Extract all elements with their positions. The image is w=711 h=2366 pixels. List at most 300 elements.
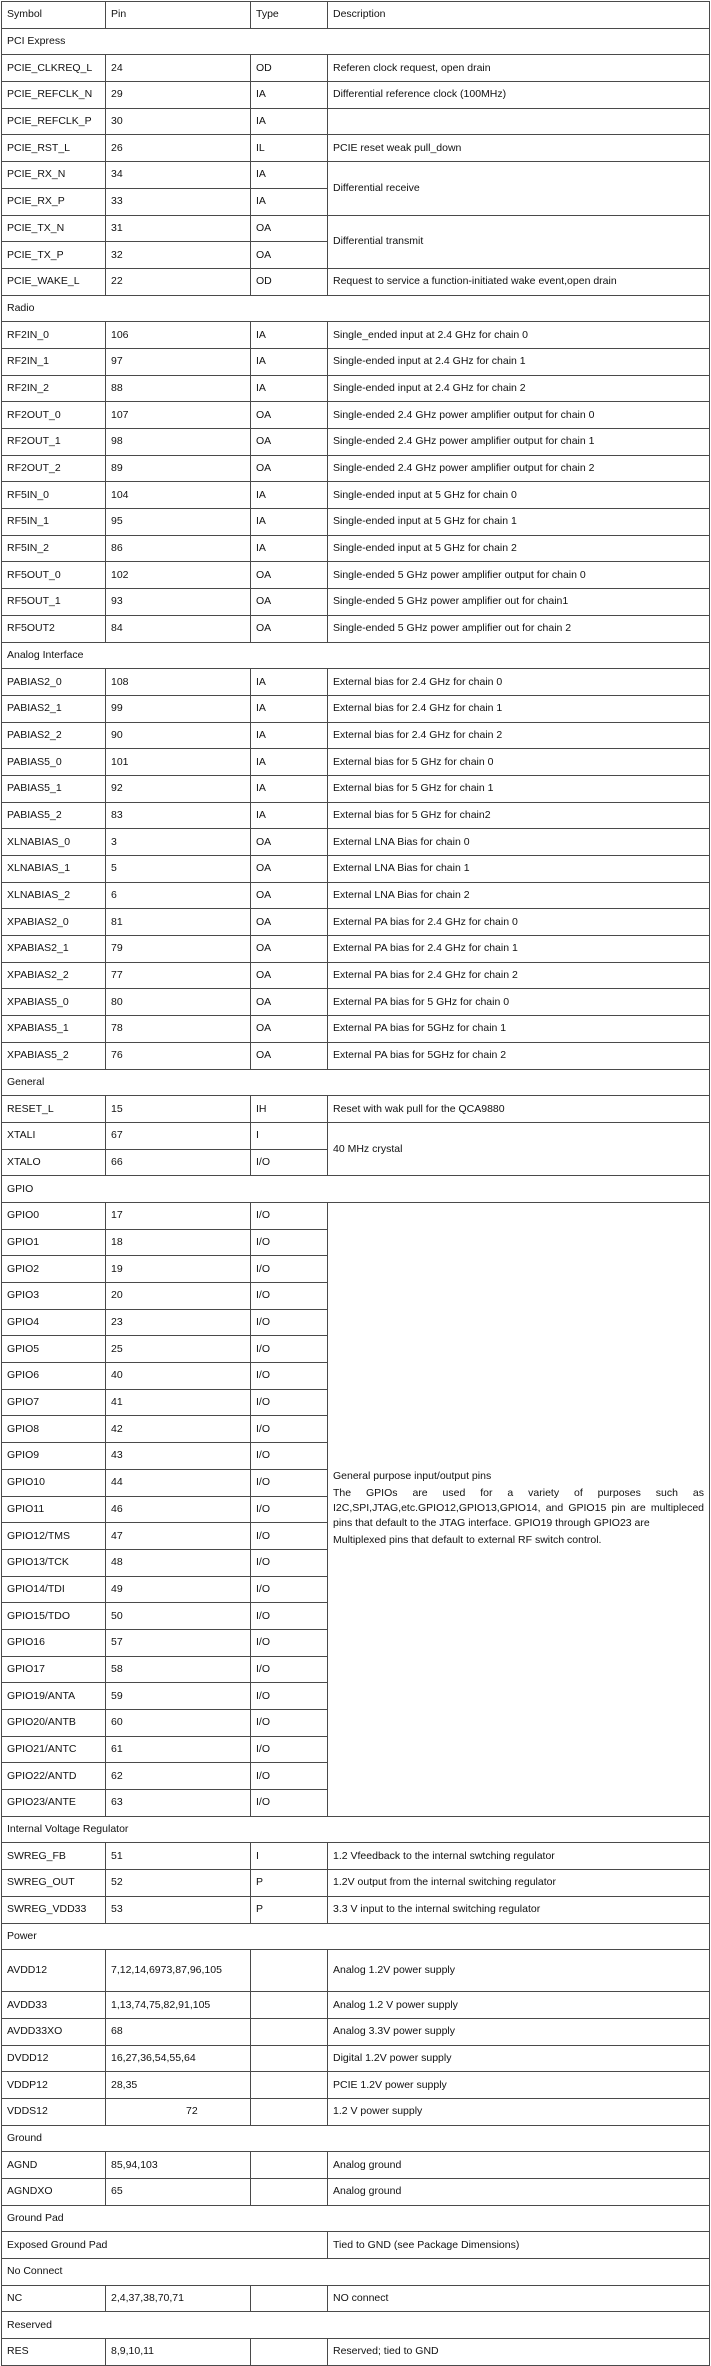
table-row	[2, 402, 710, 429]
description-cell: Analog ground	[328, 2152, 710, 2179]
description-cell: External LNA Bias for chain 2	[328, 882, 710, 909]
symbol-cell: GPIO13/TCK	[2, 1549, 106, 1576]
type-cell	[251, 2152, 328, 2179]
description-cell: Single_ended input at 2.4 GHz for chain 0	[328, 322, 710, 349]
type-cell: I/O	[251, 1363, 328, 1390]
pin-cell: 26	[106, 135, 251, 162]
symbol-cell: RF2IN_0	[2, 322, 106, 349]
table-row	[2, 749, 710, 776]
symbol-cell: SWREG_OUT	[2, 1870, 106, 1897]
symbol-cell: XLNABIAS_0	[2, 829, 106, 856]
symbol-cell: AGNDXO	[2, 2179, 106, 2206]
type-cell	[251, 2285, 328, 2312]
pin-cell: 59	[106, 1683, 251, 1710]
table-row	[2, 2098, 710, 2125]
description-cell: Single-ended input at 5 GHz for chain 1	[328, 509, 710, 536]
table-row	[2, 2179, 710, 2206]
type-cell: I/O	[251, 1149, 328, 1176]
type-cell: IA	[251, 108, 328, 135]
symbol-cell: RF2IN_2	[2, 375, 106, 402]
pin-cell: 107	[106, 402, 251, 429]
table-row	[2, 1202, 710, 1229]
table-row	[2, 2232, 710, 2259]
type-cell: IA	[251, 162, 328, 189]
pin-cell: 81	[106, 909, 251, 936]
pin-cell: 2,4,37,38,70,71	[106, 2285, 251, 2312]
symbol-cell: XLNABIAS_1	[2, 856, 106, 883]
pin-cell: 31	[106, 215, 251, 242]
type-cell: IA	[251, 322, 328, 349]
description-cell: Single-ended input at 5 GHz for chain 2	[328, 535, 710, 562]
table-row	[2, 2018, 710, 2045]
table-row	[2, 2285, 710, 2312]
table-row	[2, 1016, 710, 1043]
header-symbol: Symbol	[2, 2, 106, 29]
type-cell: OA	[251, 989, 328, 1016]
table-row	[2, 2045, 710, 2072]
type-cell: OA	[251, 882, 328, 909]
gpio-desc-line-2: The GPIOs are used for a variety of purposes such as I2C,SPI,JTAG,etc.GPIO12,GPIO13,GPIO14, and GPIO15 pin are multipleced pins that default to the JTAG interface. GPIO19 through GPIO23 are	[333, 1486, 704, 1529]
type-cell: IA	[251, 348, 328, 375]
pin-cell: 106	[106, 322, 251, 349]
type-cell: I/O	[251, 1763, 328, 1790]
type-cell: I/O	[251, 1576, 328, 1603]
type-cell: OA	[251, 242, 328, 269]
header-description: Description	[328, 2, 710, 29]
gpio-description-cell	[328, 1202, 710, 1816]
type-cell: I/O	[251, 1790, 328, 1817]
table-row	[2, 1992, 710, 2019]
section-header-ground	[2, 2125, 710, 2152]
section-header-reserved	[2, 2312, 710, 2339]
table-row	[2, 108, 710, 135]
section-header-pci-express	[2, 28, 710, 55]
symbol-cell: GPIO6	[2, 1363, 106, 1390]
pin-cell: 99	[106, 695, 251, 722]
table-row	[2, 348, 710, 375]
symbol-cell: XPABIAS2_2	[2, 962, 106, 989]
symbol-cell: RF5IN_2	[2, 535, 106, 562]
pin-cell: 53	[106, 1896, 251, 1923]
description-cell: Single-ended 2.4 GHz power amplifier output for chain 0	[328, 402, 710, 429]
type-cell: I/O	[251, 1683, 328, 1710]
description-cell: External PA bias for 5 GHz for chain 0	[328, 989, 710, 1016]
gpio-desc-line-3: Multiplexed pins that default to external RF switch control.	[333, 1533, 602, 1546]
pin-cell: 51	[106, 1843, 251, 1870]
pin-cell: 84	[106, 615, 251, 642]
type-cell: I/O	[251, 1283, 328, 1310]
table-row	[2, 322, 710, 349]
type-cell: OD	[251, 55, 328, 82]
pin-cell: 57	[106, 1629, 251, 1656]
table-row	[2, 936, 710, 963]
symbol-cell: AVDD33XO	[2, 2018, 106, 2045]
type-cell: I/O	[251, 1736, 328, 1763]
header-type: Type	[251, 2, 328, 29]
type-cell: IH	[251, 1096, 328, 1123]
symbol-cell: PCIE_TX_P	[2, 242, 106, 269]
pin-cell: 76	[106, 1042, 251, 1069]
symbol-cell: PCIE_RST_L	[2, 135, 106, 162]
table-row	[2, 1870, 710, 1897]
symbol-cell: VDDS12	[2, 2098, 106, 2125]
symbol-cell: GPIO5	[2, 1336, 106, 1363]
type-cell: OA	[251, 909, 328, 936]
pin-cell: 93	[106, 589, 251, 616]
pin-cell: 47	[106, 1523, 251, 1550]
symbol-cell: AGND	[2, 2152, 106, 2179]
symbol-cell: PCIE_REFCLK_P	[2, 108, 106, 135]
description-cell: External bias for 2.4 GHz for chain 2	[328, 722, 710, 749]
symbol-cell: RF2OUT_0	[2, 402, 106, 429]
section-title: Reserved	[2, 2312, 710, 2339]
table-row	[2, 429, 710, 456]
description-cell: External PA bias for 2.4 GHz for chain 2	[328, 962, 710, 989]
description-cell: Single-ended input at 2.4 GHz for chain 2	[328, 375, 710, 402]
pin-cell: 60	[106, 1710, 251, 1737]
pin-cell: 67	[106, 1122, 251, 1149]
symbol-cell: GPIO22/ANTD	[2, 1763, 106, 1790]
description-cell: PCIE reset weak pull_down	[328, 135, 710, 162]
pin-cell: 85,94,103	[106, 2152, 251, 2179]
type-cell: I/O	[251, 1336, 328, 1363]
description-cell: External bias for 5 GHz for chain 0	[328, 749, 710, 776]
description-cell: 40 MHz crystal	[328, 1122, 710, 1175]
symbol-cell: AVDD12	[2, 1950, 106, 1992]
pin-cell: 89	[106, 455, 251, 482]
pin-cell: 23	[106, 1309, 251, 1336]
table-row	[2, 55, 710, 82]
description-cell: Analog 1.2V power supply	[328, 1950, 710, 1992]
pin-cell: 48	[106, 1549, 251, 1576]
symbol-cell: XTALO	[2, 1149, 106, 1176]
pin-cell: 42	[106, 1416, 251, 1443]
pin-cell: 18	[106, 1229, 251, 1256]
table-row	[2, 535, 710, 562]
type-cell	[251, 2339, 328, 2366]
symbol-cell: RES	[2, 2339, 106, 2366]
pin-cell: 41	[106, 1389, 251, 1416]
symbol-cell: RF5IN_0	[2, 482, 106, 509]
pin-cell: 33	[106, 188, 251, 215]
table-row	[2, 1950, 710, 1992]
table-row	[2, 722, 710, 749]
type-cell: I	[251, 1843, 328, 1870]
table-row	[2, 1843, 710, 1870]
description-cell: 3.3 V input to the internal switching regulator	[328, 1896, 710, 1923]
type-cell: I/O	[251, 1629, 328, 1656]
type-cell: I/O	[251, 1656, 328, 1683]
description-cell: 1.2 V power supply	[328, 2098, 710, 2125]
description-cell: Single-ended input at 2.4 GHz for chain 1	[328, 348, 710, 375]
type-cell: IL	[251, 135, 328, 162]
symbol-cell: XPABIAS2_1	[2, 936, 106, 963]
table-row	[2, 1042, 710, 1069]
pin-cell: 22	[106, 268, 251, 295]
symbol-cell: GPIO1	[2, 1229, 106, 1256]
section-header-ground-pad	[2, 2205, 710, 2232]
type-cell: OA	[251, 589, 328, 616]
symbol-cell: PABIAS5_0	[2, 749, 106, 776]
pin-cell: 63	[106, 1790, 251, 1817]
section-title: GPIO	[2, 1176, 710, 1203]
type-cell	[251, 1992, 328, 2019]
symbol-cell: PABIAS5_1	[2, 775, 106, 802]
type-cell: OA	[251, 429, 328, 456]
pin-cell: 34	[106, 162, 251, 189]
table-row	[2, 482, 710, 509]
description-cell: NO connect	[328, 2285, 710, 2312]
symbol-cell: VDDP12	[2, 2072, 106, 2099]
description-cell: Request to service a function-initiated wake event,open drain	[328, 268, 710, 295]
header-row	[2, 2, 710, 29]
table-row	[2, 162, 710, 189]
table-row	[2, 669, 710, 696]
description-cell: Single-ended 5 GHz power amplifier out for chain1	[328, 589, 710, 616]
description-cell: 1.2V output from the internal switching regulator	[328, 1870, 710, 1897]
pin-cell: 32	[106, 242, 251, 269]
symbol-cell: GPIO11	[2, 1496, 106, 1523]
pin-cell: 25	[106, 1336, 251, 1363]
symbol-cell: XPABIAS2_0	[2, 909, 106, 936]
pin-cell: 28,35	[106, 2072, 251, 2099]
table-row	[2, 509, 710, 536]
symbol-cell: GPIO19/ANTA	[2, 1683, 106, 1710]
pin-cell: 68	[106, 2018, 251, 2045]
symbol-cell: GPIO15/TDO	[2, 1603, 106, 1630]
symbol-cell: PABIAS2_0	[2, 669, 106, 696]
table-row	[2, 1122, 710, 1149]
table-row	[2, 775, 710, 802]
symbol-cell: AVDD33	[2, 1992, 106, 2019]
type-cell: I/O	[251, 1256, 328, 1283]
description-cell: External PA bias for 5GHz for chain 2	[328, 1042, 710, 1069]
pin-cell: 101	[106, 749, 251, 776]
type-cell: IA	[251, 535, 328, 562]
pin-cell: 86	[106, 535, 251, 562]
description-cell: PCIE 1.2V power supply	[328, 2072, 710, 2099]
symbol-cell: GPIO12/TMS	[2, 1523, 106, 1550]
table-row	[2, 882, 710, 909]
symbol-cell: SWREG_FB	[2, 1843, 106, 1870]
pin-cell: 30	[106, 108, 251, 135]
symbol-cell: GPIO0	[2, 1202, 106, 1229]
table-row	[2, 1096, 710, 1123]
description-cell: Reset with wak pull for the QCA9880	[328, 1096, 710, 1123]
description-cell: External bias for 5 GHz for chain2	[328, 802, 710, 829]
type-cell	[251, 2098, 328, 2125]
description-cell: External bias for 5 GHz for chain 1	[328, 775, 710, 802]
table-row	[2, 829, 710, 856]
symbol-cell: RESET_L	[2, 1096, 106, 1123]
section-title: General	[2, 1069, 710, 1096]
pin-cell: 46	[106, 1496, 251, 1523]
description-cell: Analog 3.3V power supply	[328, 2018, 710, 2045]
description-cell: Differential transmit	[328, 215, 710, 268]
description-cell: External PA bias for 2.4 GHz for chain 0	[328, 909, 710, 936]
symbol-cell: RF2OUT_2	[2, 455, 106, 482]
pin-cell: 102	[106, 562, 251, 589]
type-cell: IA	[251, 509, 328, 536]
type-cell: I/O	[251, 1229, 328, 1256]
pin-cell: 90	[106, 722, 251, 749]
section-title: Power	[2, 1923, 710, 1950]
symbol-cell: RF2OUT_1	[2, 429, 106, 456]
section-title: Radio	[2, 295, 710, 322]
description-cell: Differential receive	[328, 162, 710, 215]
type-cell: I/O	[251, 1416, 328, 1443]
symbol-cell: XTALI	[2, 1122, 106, 1149]
pin-cell: 19	[106, 1256, 251, 1283]
symbol-cell: RF2IN_1	[2, 348, 106, 375]
table-row	[2, 2152, 710, 2179]
symbol-cell: PCIE_TX_N	[2, 215, 106, 242]
symbol-cell: RF5IN_1	[2, 509, 106, 536]
symbol-cell: PCIE_RX_P	[2, 188, 106, 215]
type-cell: P	[251, 1870, 328, 1897]
type-cell: P	[251, 1896, 328, 1923]
table-row	[2, 82, 710, 109]
type-cell: OA	[251, 1016, 328, 1043]
type-cell: I/O	[251, 1710, 328, 1737]
type-cell: IA	[251, 722, 328, 749]
pin-cell: 78	[106, 1016, 251, 1043]
table-row	[2, 962, 710, 989]
pin-cell: 3	[106, 829, 251, 856]
pin-cell: 108	[106, 669, 251, 696]
symbol-cell: GPIO21/ANTC	[2, 1736, 106, 1763]
symbol-cell: PABIAS2_1	[2, 695, 106, 722]
section-title: Ground Pad	[2, 2205, 710, 2232]
pin-cell: 98	[106, 429, 251, 456]
type-cell: OA	[251, 936, 328, 963]
gpio-desc-line-1: General purpose input/output pins	[333, 1469, 492, 1482]
section-title: No Connect	[2, 2259, 710, 2286]
pin-cell: 40	[106, 1363, 251, 1390]
table-row	[2, 455, 710, 482]
symbol-cell: Exposed Ground Pad	[2, 2232, 328, 2259]
type-cell: I/O	[251, 1443, 328, 1470]
type-cell	[251, 2018, 328, 2045]
symbol-cell: RF5OUT_1	[2, 589, 106, 616]
symbol-cell: GPIO20/ANTB	[2, 1710, 106, 1737]
type-cell: I/O	[251, 1496, 328, 1523]
pin-cell: 80	[106, 989, 251, 1016]
symbol-cell: GPIO16	[2, 1629, 106, 1656]
section-title: PCI Express	[2, 28, 710, 55]
table-row	[2, 695, 710, 722]
section-title: Internal Voltage Regulator	[2, 1816, 710, 1843]
pin-cell: 61	[106, 1736, 251, 1763]
type-cell	[251, 2045, 328, 2072]
description-cell: Referen clock request, open drain	[328, 55, 710, 82]
pin-cell: 16,27,36,54,55,64	[106, 2045, 251, 2072]
type-cell: IA	[251, 749, 328, 776]
symbol-cell: GPIO9	[2, 1443, 106, 1470]
symbol-cell: GPIO17	[2, 1656, 106, 1683]
type-cell: I/O	[251, 1469, 328, 1496]
symbol-cell: PABIAS2_2	[2, 722, 106, 749]
section-header-internal-voltage-regulator	[2, 1816, 710, 1843]
section-header-general	[2, 1069, 710, 1096]
pin-cell: 24	[106, 55, 251, 82]
pin-cell: 20	[106, 1283, 251, 1310]
table-row	[2, 802, 710, 829]
type-cell: I/O	[251, 1549, 328, 1576]
pin-cell: 62	[106, 1763, 251, 1790]
description-cell: Reserved; tied to GND	[328, 2339, 710, 2366]
type-cell: IA	[251, 188, 328, 215]
pin-cell: 104	[106, 482, 251, 509]
table-row	[2, 1896, 710, 1923]
description-cell	[328, 108, 710, 135]
type-cell	[251, 2179, 328, 2206]
symbol-cell: PCIE_RX_N	[2, 162, 106, 189]
symbol-cell: GPIO3	[2, 1283, 106, 1310]
pin-cell: 65	[106, 2179, 251, 2206]
symbol-cell: GPIO23/ANTE	[2, 1790, 106, 1817]
type-cell: OA	[251, 455, 328, 482]
symbol-cell: GPIO2	[2, 1256, 106, 1283]
pin-cell: 17	[106, 1202, 251, 1229]
symbol-cell: DVDD12	[2, 2045, 106, 2072]
symbol-cell: PABIAS5_2	[2, 802, 106, 829]
description-cell: Differential reference clock (100MHz)	[328, 82, 710, 109]
type-cell: OA	[251, 962, 328, 989]
pin-cell: 1,13,74,75,82,91,105	[106, 1992, 251, 2019]
table-row	[2, 2072, 710, 2099]
description-cell: External PA bias for 2.4 GHz for chain 1	[328, 936, 710, 963]
section-header-analog-interface	[2, 642, 710, 669]
table-row	[2, 215, 710, 242]
description-cell: Analog 1.2 V power supply	[328, 1992, 710, 2019]
type-cell: OA	[251, 829, 328, 856]
table-row	[2, 135, 710, 162]
symbol-cell: GPIO10	[2, 1469, 106, 1496]
description-cell: Single-ended input at 5 GHz for chain 0	[328, 482, 710, 509]
type-cell: OA	[251, 215, 328, 242]
type-cell: IA	[251, 375, 328, 402]
symbol-cell: GPIO7	[2, 1389, 106, 1416]
type-cell: I/O	[251, 1603, 328, 1630]
description-cell: Single-ended 2.4 GHz power amplifier output for chain 1	[328, 429, 710, 456]
description-cell: External bias for 2.4 GHz for chain 0	[328, 669, 710, 696]
symbol-cell: GPIO8	[2, 1416, 106, 1443]
section-title: Ground	[2, 2125, 710, 2152]
type-cell: IA	[251, 669, 328, 696]
pin-cell: 77	[106, 962, 251, 989]
table-row	[2, 2339, 710, 2366]
pin-cell: 7,12,14,6973,87,96,105	[106, 1950, 251, 1992]
pin-cell: 92	[106, 775, 251, 802]
type-cell: OA	[251, 615, 328, 642]
type-cell: IA	[251, 802, 328, 829]
table-row	[2, 615, 710, 642]
pin-cell: 44	[106, 1469, 251, 1496]
type-cell: I/O	[251, 1389, 328, 1416]
pin-cell: 49	[106, 1576, 251, 1603]
symbol-cell: XPABIAS5_1	[2, 1016, 106, 1043]
symbol-cell: NC	[2, 2285, 106, 2312]
type-cell: IA	[251, 482, 328, 509]
type-cell	[251, 1950, 328, 1992]
symbol-cell: GPIO4	[2, 1309, 106, 1336]
pin-cell: 50	[106, 1603, 251, 1630]
description-cell: External PA bias for 5GHz for chain 1	[328, 1016, 710, 1043]
description-cell: External LNA Bias for chain 0	[328, 829, 710, 856]
pin-cell: 95	[106, 509, 251, 536]
type-cell: OA	[251, 402, 328, 429]
